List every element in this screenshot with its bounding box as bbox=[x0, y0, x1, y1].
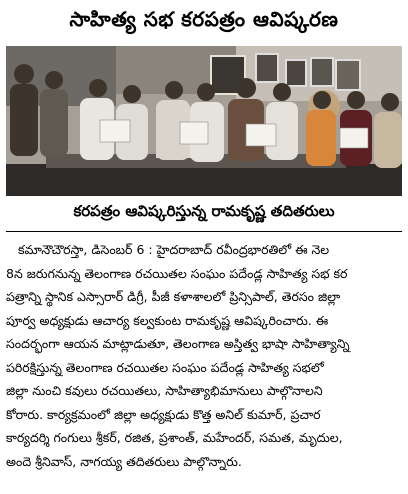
group-photo bbox=[6, 46, 402, 196]
article-line: కమానౌచౌరస్తా, డిసెంబర్ 6 : హైదరాబాద్ రవీంద్రభారతిలో ఈ నెల bbox=[18, 242, 330, 257]
article-line: పరిరక్షిస్తున్న తెలంగాణ రచయితల సంఘం పదేండ్ల సాహిత్య సభలో bbox=[6, 359, 324, 375]
group-photo-icon bbox=[6, 46, 402, 196]
article-line: సందర్భంగా ఆయన మాట్లాడుతూ, తెలంగాణ అస్తిత్వ భాషా సాహిత్యాన్ని bbox=[6, 336, 350, 351]
article-line: పత్రాన్ని స్థానిక ఎస్సారార్ డిగ్రీ, పీజీ కళాశాలలో ప్రిన్సిపాల్, తెరసం జిల్లా bbox=[6, 289, 341, 304]
article-line: పూర్వ అధ్యక్షుడు ఆచార్య కల్వకుంట రామకృష్ణ ఆవిష్కరించారు. ఈ bbox=[6, 312, 329, 328]
article-line: కోరారు. కార్యక్రమంలో జిల్లా అధ్యక్షుడు కొత్త అనిల్ కుమార్, ప్రచార bbox=[6, 406, 321, 422]
article-body bbox=[6, 238, 402, 488]
article-line: 8న జరుగనున్న తెలంగాణ రచయితల సంఘం పదేండ్ల సాహిత్య సభ కర bbox=[6, 265, 348, 281]
article-line: కార్యదర్శి గంగులు శ్రీకర్, రజిత, ప్రశాంత్, మహేందర్, సమత, మృదుల, bbox=[6, 430, 343, 445]
article-line: జిల్లా నుంచి కవులు రచయితలు, సాహిత్యాభిమానులు పాల్గొనాలని bbox=[6, 383, 323, 398]
photo-caption: కరపత్రం ఆవిష్కరిస్తున్న రామకృష్ణ తదితరులు bbox=[73, 202, 335, 220]
headline: సాహిత్య సభ కరపత్రం ఆవిష్కరణ bbox=[69, 6, 339, 31]
article-line: అందె శ్రీనివాస్, నాగయ్య తదితరులు పాల్గొన్నారు. bbox=[6, 453, 242, 469]
divider bbox=[6, 231, 402, 232]
